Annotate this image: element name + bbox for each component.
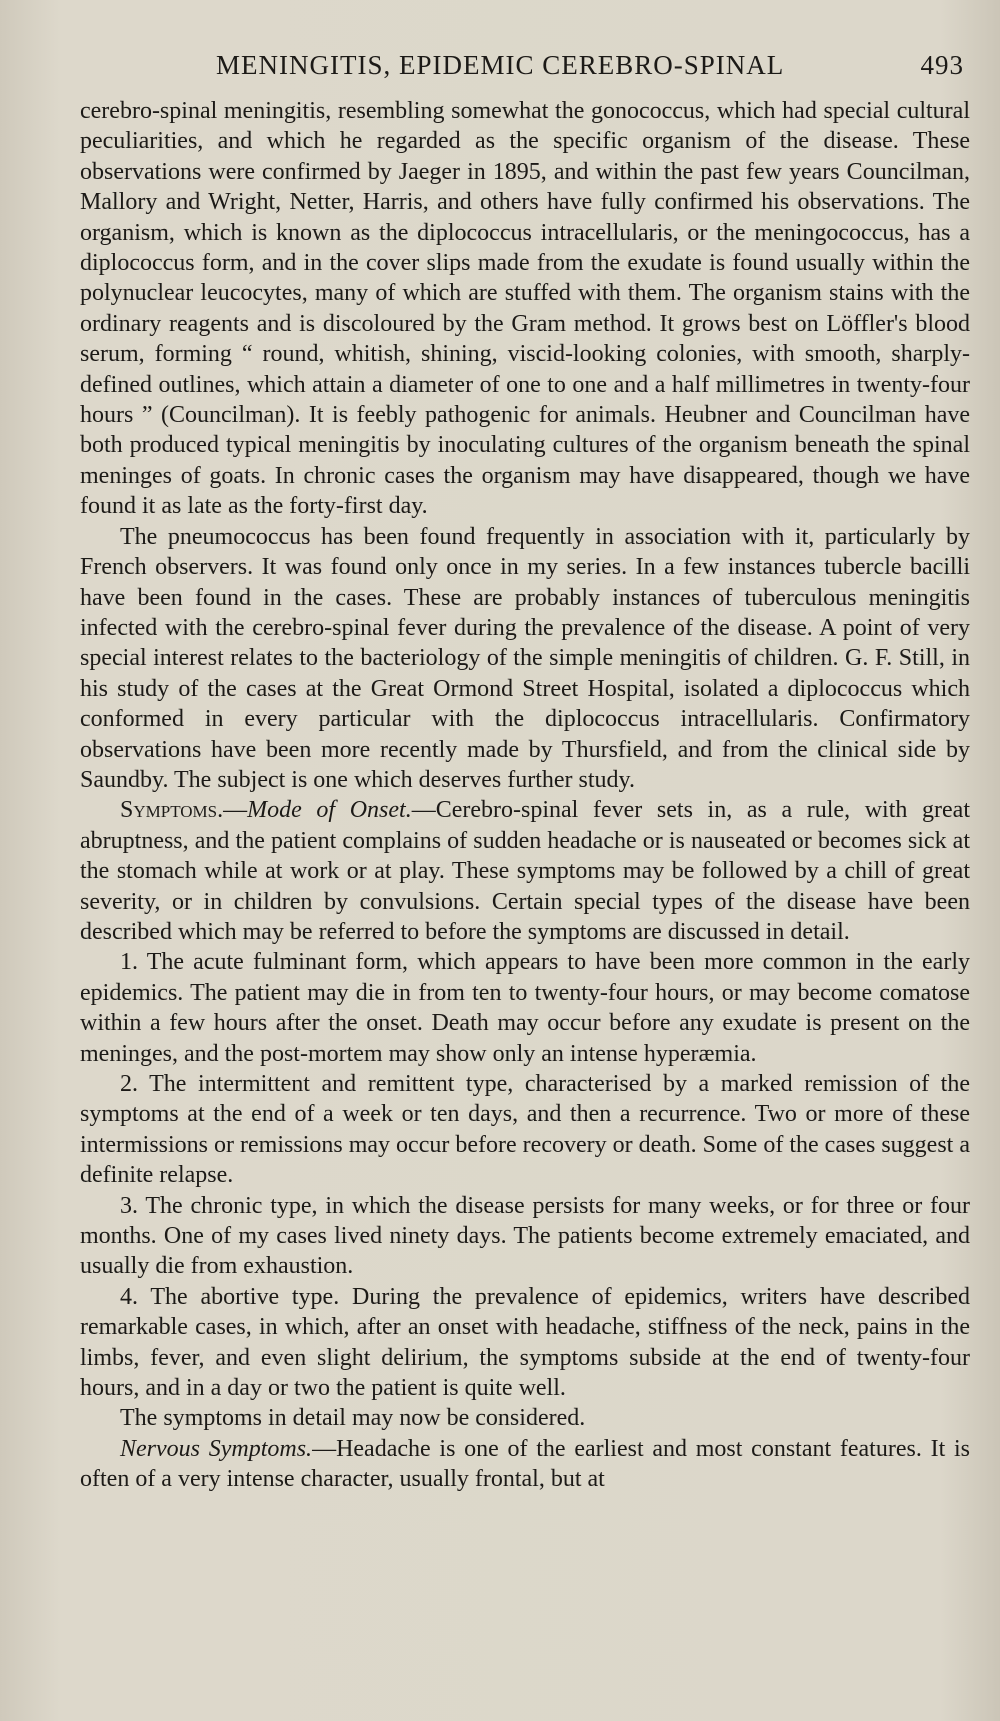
paragraph: Nervous Symptoms.—Headache is one of the earliest and most constant features. It is often of a very intense character, usually frontal, but at [80, 1435, 970, 1493]
paragraph-text: Headache is one of the earliest and most constant features. It is often of a very intense character, usually frontal, but at [80, 1435, 970, 1493]
list-item [80, 1282, 970, 1404]
paragraph [80, 522, 970, 796]
list-item [80, 1069, 970, 1191]
paragraph-text: cerebro-spinal meningitis, resembling somewhat the gonococcus, which had special cultural peculiarities, and which he regarded as the specific organism of the disease. These observations were confirmed by Jaeger in 1895, and within the past few years Councilman, Mallory and Wright, Netter, Harris, and others have fully confirmed his observations. The organism, which is known as the diplococcus intracellularis, or the meningococcus, has a diplococcus form, and in the cover slips made from the exudate is found usually within the polynuclear leucocytes, many of which are stuffed with them. The organism stains with the ordinary reagents and is discoloured by the Gram method. It grows best on Löffler's blood serum, forming “ round, whitish, shining, viscid-looking colonies, with smooth, sharply-defined outlines, which attain a diameter of one to one and a half millimetres in twenty-four hours ” (Councilman). It is feebly pathogenic for animals. Heubner and Councilman have both produced typical meningitis by inoculating cultures of the organism beneath the spinal meninges of goats. In chronic cases the organism may have disappeared, though we have found it as late as the forty-first day. [80, 98, 970, 520]
running-title: MENINGITIS, EPIDEMIC CEREBRO-SPINAL [216, 50, 785, 80]
paragraph-text: The symptoms in detail may now be considered. [120, 1405, 586, 1432]
paragraph-text: 2. The intermittent and remittent type, characterised by a marked remission of the symptoms at the end of a week or ten days, and then a recurrence. Two or more of these intermissions or remissions may occur before recovery or death. Some of the cases suggest a definite relapse. [80, 1071, 970, 1189]
running-head [80, 50, 970, 96]
paragraph [80, 96, 970, 522]
list-item [80, 1191, 970, 1282]
page-number: 493 [920, 50, 964, 80]
paragraph-text: 4. The abortive type. During the prevalence of epidemics, writers have described remarkable cases, in which, after an onset with headache, stiffness of the neck, pains in the limbs, fever, and even slight delirium, the symptoms subside at the end of twenty-four hours, and in a day or two the patient is quite well. [80, 1283, 970, 1402]
paragraph [80, 1403, 970, 1433]
list-item [80, 947, 970, 1069]
body-text [80, 96, 970, 1495]
section-heading: Symptoms. [120, 797, 224, 824]
subsection-heading: Nervous Symptoms. [120, 1435, 313, 1462]
paragraph-text: Cerebro-spinal fever sets in, as a rule, with great abruptness, and the patient complains of sudden headache or is nauseated or becomes sick at the stomach while at work or at play. These symptoms may be followed by a chill of great severity, or in children by convulsions. Certain special types of the disease have been described which may be referred to before the symptoms are discussed in detail. [80, 797, 970, 945]
paragraph-text: The pneumococcus has been found frequently in association with it, particularly by French observers. It was found only once in my series. In a few instances tubercle bacilli have been found in the cases. These are probably instances of tuberculous meningitis infected with the cerebro-spinal fever during the prevalence of the disease. A point of very special interest relates to the bacteriology of the simple meningitis of children. G. F. Still, in his study of the cases at the Great Ormond Street Hospital, isolated a diplococcus which conformed in every particular with the diplococcus intracellularis. Confirmatory observations have been more recently made by Thursfield, and from the clinical side by Saundby. The subject is one which deserves further study. [80, 523, 970, 793]
paragraph-text: 1. The acute fulminant form, which appears to have been more common in the early epidemics. The patient may die in from ten to twenty-four hours, or may become comatose within a few hours after the onset. Death may occur before any exudate is present on the meninges, and the post-mortem may show only an intense hyperæmia. [80, 949, 970, 1067]
paragraph: Symptoms.—Mode of Onset.—Cerebro-spinal fever sets in, as a rule, with great abruptness, and the patient complains of sudden headache or is nauseated or becomes sick at the stomach while at work or at play. These symptoms may be followed by a chill of great severity, or in children by convulsions. Certain special types of the disease have been described which may be referred to before the symptoms are discussed in detail. [80, 797, 970, 945]
paragraph-text: 3. The chronic type, in which the disease persists for many weeks, or for three or four months. One of my cases lived ninety days. The patients become extremely emaciated, and usually die from exhaustion. [80, 1192, 970, 1280]
subsection-heading: Mode of Onset. [247, 797, 412, 824]
